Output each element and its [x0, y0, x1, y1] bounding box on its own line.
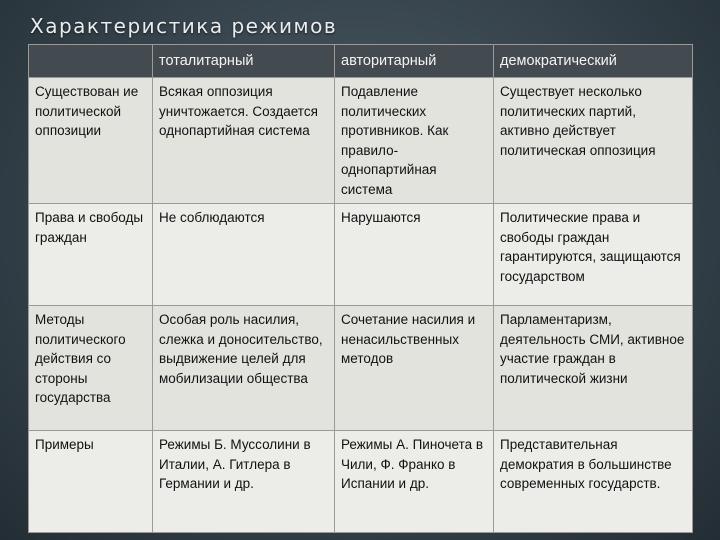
header-authoritarian: авторитарный: [335, 45, 494, 78]
slide-title: Характеристика режимов: [30, 14, 338, 38]
header-corner-cell: [29, 45, 153, 78]
table-cell: Режимы А. Пиночета в Чили, Ф. Франко в Испании и др.: [335, 431, 494, 533]
table-row: [29, 306, 693, 431]
regimes-table-container: [28, 44, 692, 533]
table-cell: Сочетание насилия и ненасильственных методов: [335, 306, 494, 431]
header-democratic: демократический: [494, 45, 693, 78]
table-cell: Всякая оппозиция уничтожается. Создается однопартийная система: [153, 78, 335, 204]
table-row: [29, 204, 693, 306]
table-cell: Режимы Б. Муссолини в Италии, А. Гитлера в Германии и др.: [153, 431, 335, 533]
table-header-row: [29, 45, 693, 78]
table-row: [29, 78, 693, 204]
header-totalitarian: тоталитарный: [153, 45, 335, 78]
row-label: Примеры: [29, 431, 153, 533]
table-cell: Нарушаются: [335, 204, 494, 306]
row-label: Существован ие политической оппозиции: [29, 78, 153, 204]
table-cell: Особая роль насилия, слежка и доносительство, выдвижение целей для мобилизации общества: [153, 306, 335, 431]
table-cell: Существует несколько политических партий, активно действует политическая оппозиция: [494, 78, 693, 204]
table-cell: Подавление политических противников. Как правило- однопартийная система: [335, 78, 494, 204]
table-cell: Парламентаризм, деятельность СМИ, активное участие граждан в политической жизни: [494, 306, 693, 431]
table-cell: Представительная демократия в большинстве современных государств.: [494, 431, 693, 533]
table-row: [29, 431, 693, 533]
table-cell: Не соблюдаются: [153, 204, 335, 306]
regimes-table: [28, 44, 693, 533]
row-label: Методы политического действия со стороны государства: [29, 306, 153, 431]
row-label: Права и свободы граждан: [29, 204, 153, 306]
table-cell: Политические права и свободы граждан гарантируются, защищаются государством: [494, 204, 693, 306]
